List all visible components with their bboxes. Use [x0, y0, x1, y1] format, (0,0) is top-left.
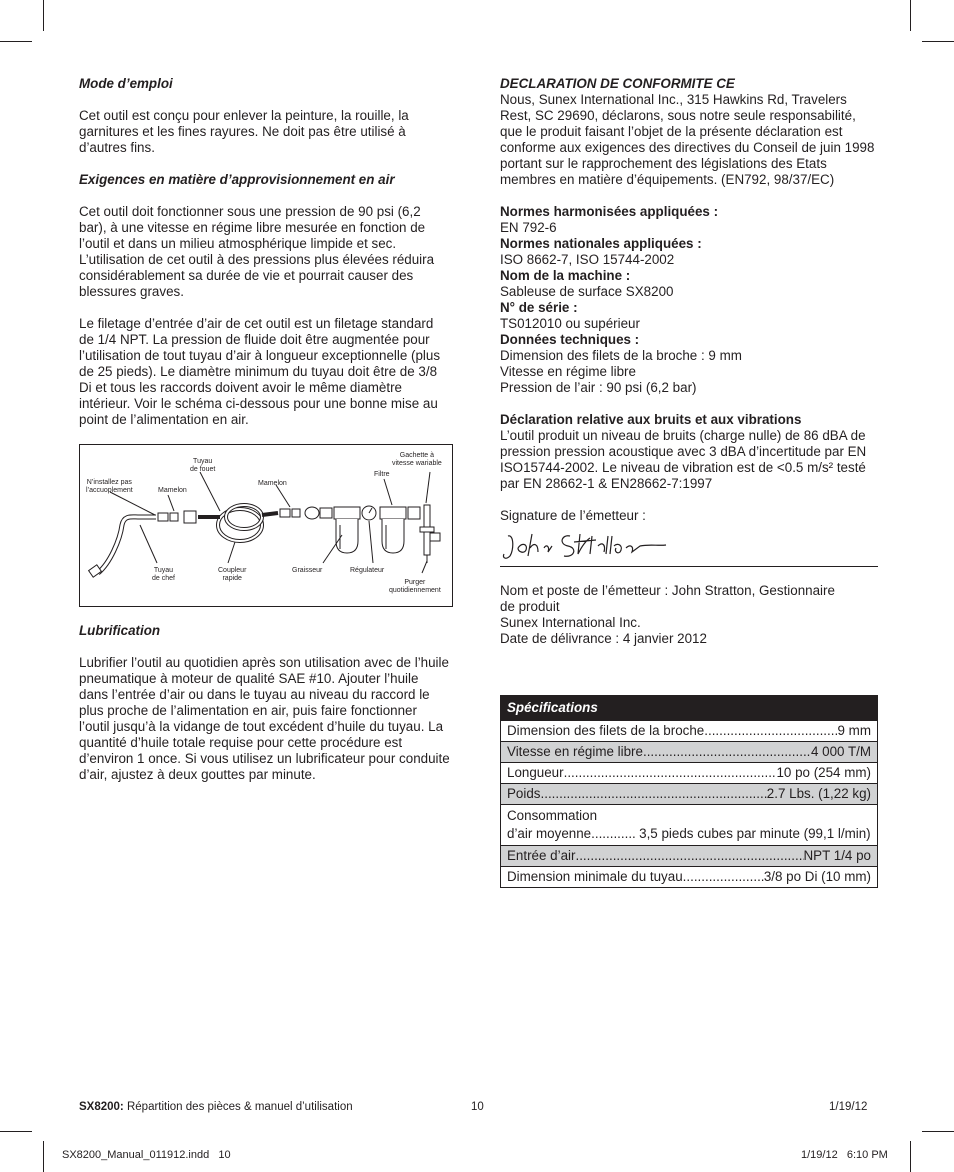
- normes-nat-value: ISO 8662-7, ISO 15744-2002: [500, 252, 675, 267]
- slug-file: SX8200_Manual_011912.indd 10: [62, 1149, 231, 1161]
- air-text-2: Le filetage d’entrée d’air de cet outil est un filetage standard de 1/4 NPT. La pression de fluide doit être augmentée pour l’utilisation de tout tuyau d’air à longueur exceptionnelle (plus de 25 pieds). Le diamètre minimum du tuyau doit être de 3/8 Di et tous les raccords doivent avoir le même diamètre intérieur. Voir le schéma ci-dessous pour une bonne mise au point de l’alimentation en air.: [79, 316, 441, 427]
- decl-heading: DECLARATION DE CONFORMITE CE: [500, 76, 735, 91]
- spec-row: [501, 783, 877, 804]
- spec-label: d’air moyenne: [507, 826, 592, 841]
- spec-row: [501, 741, 877, 762]
- quick-coupler-icon: [184, 511, 196, 523]
- air-text-1: Cet outil doit fonctionner sous une pression de 90 psi (6,2 bar), à une vitesse en régime libre mesurée en fonction de l’outil et dans un milieu atmosphérique limpide et sec. L’utilisation de cet outil à des pressions plus élevées réduira considérablement sa durée de vie et pourrait causer des blessures graves.: [79, 204, 435, 299]
- footer-model: SX8200:: [79, 1101, 124, 1113]
- hose-end-fitting: [89, 565, 102, 577]
- nipple-icon: [158, 513, 168, 521]
- spec-row: [501, 845, 877, 866]
- emetteur-line-3: Sunex International Inc.: [500, 615, 641, 630]
- emetteur-line-2: de produit: [500, 599, 560, 614]
- specifications-table: [500, 695, 878, 888]
- spec-title: Spécifications: [501, 696, 877, 720]
- signature-area: [500, 524, 878, 567]
- slug-timestamp: 1/19/12 6:10 PM: [801, 1149, 888, 1161]
- tech-line-2: Vitesse en régime libre: [500, 364, 636, 379]
- spec-value: 9 mm: [837, 723, 871, 738]
- label-mamelon-2: Mamelon: [258, 480, 287, 487]
- crop-mark: [910, 0, 911, 31]
- spec-row: [501, 804, 877, 845]
- spec-label: Vitesse en régime libre: [507, 744, 643, 759]
- lubricator-icon: [334, 507, 360, 519]
- spec-label: Poids: [507, 786, 541, 801]
- crop-mark: [0, 41, 32, 42]
- page-number: 10: [471, 1101, 484, 1113]
- mode-text: Cet outil est conçu pour enlever la peinture, la rouille, la garnitures et les fines rayures. Ne doit pas être utilisé à d’autres fins.: [79, 108, 409, 155]
- tech-label: Données techniques :: [500, 332, 640, 347]
- bruit-label: Déclaration relative aux bruits et aux vibrations: [500, 412, 802, 427]
- crop-mark: [922, 41, 954, 42]
- spec-value: 4 000 T/M: [810, 744, 871, 759]
- spec-value: 10 po (254 mm): [776, 765, 871, 780]
- footer-date: 1/19/12: [829, 1101, 868, 1113]
- crop-mark: [0, 1131, 32, 1132]
- label-coupleur: Coupleur rapide: [218, 567, 247, 582]
- label-tuyau-fouet: Tuyau de fouet: [190, 458, 216, 473]
- label-tuyau-chef: Tuyau de chef: [152, 567, 175, 582]
- spec-value: 3,5 pieds cubes par minute (99,1 l/min): [639, 826, 871, 841]
- right-column: [500, 76, 878, 888]
- tech-line-1: Dimension des filets de la broche : 9 mm: [500, 348, 742, 363]
- air-supply-diagram: [79, 444, 453, 607]
- spec-label: Consommation: [507, 808, 598, 823]
- decl-text: Nous, Sunex International Inc., 315 Hawkins Rd, Travelers Rest, SC 29690, déclarons, sous notre seule responsabilité, que le produit faisant l’objet de la présente déclaration est conforme aux exigences des directives du Conseil de juin 1998 portant sur le rapprochement des législations des Etats membres en matière d’équipements. (EN792, 98/37/EC): [500, 92, 875, 187]
- left-column: [79, 76, 451, 783]
- valve-icon: [408, 507, 420, 519]
- crop-mark: [922, 1131, 954, 1132]
- air-heading: Exigences en matière d’approvisionnement en air: [79, 172, 395, 187]
- spec-value: NPT 1/4 po: [803, 848, 871, 863]
- spec-label: Dimension minimale du tuyau: [507, 869, 683, 884]
- bruit-text: L’outil produit un niveau de bruits (charge nulle) de 86 dBA de pression pression acoustique avec 3 dBA d’incertitude par EN ISO15744-2002. Le niveau de vibration est de <0.5 m/s² testé par EN 28662-1 & EN28662-7:1997: [500, 428, 867, 491]
- label-filtre: Filtre: [374, 471, 390, 478]
- label-gachette: Gachette à vitesse wariable: [392, 452, 442, 467]
- spec-row: [501, 720, 877, 741]
- spec-value: 3/8 po Di (10 mm): [763, 869, 871, 884]
- crop-mark: [43, 0, 44, 31]
- signature-label: Signature de l’émetteur :: [500, 508, 646, 523]
- serie-label: N° de série :: [500, 300, 578, 315]
- crop-mark: [910, 1141, 911, 1172]
- label-purger: Purger quotidiennement: [389, 579, 441, 594]
- footer-doc-title: Répartition des pièces & manuel d’utilisation: [126, 1101, 353, 1113]
- spec-row: [501, 866, 877, 887]
- label-regulateur: Régulateur: [350, 567, 385, 574]
- spec-row: [501, 762, 877, 783]
- crop-mark: [43, 1141, 44, 1172]
- footer-title: [79, 1101, 353, 1113]
- label-graisseur: Graisseur: [292, 567, 323, 574]
- emetteur-line-1: Nom et poste de l’émetteur : John Stratton, Gestionnaire: [500, 583, 835, 598]
- lub-heading: Lubrification: [79, 623, 161, 638]
- spec-label: Longueur: [507, 765, 564, 780]
- mode-heading: Mode d’emploi: [79, 76, 173, 91]
- label-mamelon-1: Mamelon: [158, 487, 187, 494]
- filter-icon: [380, 507, 406, 519]
- spec-label: Entrée d’air: [507, 848, 576, 863]
- spec-label: Dimension des filets de la broche: [507, 723, 705, 738]
- normes-harm-label: Normes harmonisées appliquées :: [500, 204, 719, 219]
- lub-text: Lubrifier l’outil au quotidien après son utilisation avec de l’huile pneumatique à moteur de qualité SAE #10. Ajouter l’huile dans l’entrée d’air ou dans le tuyau au niveau du raccord le plus proche de l’alimentation en air, puis faire fonctionner l’outil jusqu’à la vidange de tout excédent d’huile du tuyau. La quantité d’huile totale requise pour cette procédure est d’environ 1 once. Si vous utilisez un lubrificateur pour conduite d’air, ajustez à deux gouttes par minute.: [79, 655, 450, 782]
- signature-drawing: [500, 524, 680, 566]
- emetteur-line-4: Date de délivrance : 4 janvier 2012: [500, 631, 707, 646]
- label-installez: N’installez pas l’accuoplement: [86, 479, 133, 494]
- normes-harm-value: EN 792-6: [500, 220, 557, 235]
- machine-label: Nom de la machine :: [500, 268, 631, 283]
- nipple-icon: [280, 509, 290, 517]
- machine-value: Sableuse de surface SX8200: [500, 284, 674, 299]
- spec-value: 2.7 Lbs. (1,22 kg): [766, 786, 871, 801]
- normes-nat-label: Normes nationales appliquées :: [500, 236, 702, 251]
- serie-value: TS012010 ou supérieur: [500, 316, 640, 331]
- tech-line-3: Pression de l’air : 90 psi (6,2 bar): [500, 380, 697, 395]
